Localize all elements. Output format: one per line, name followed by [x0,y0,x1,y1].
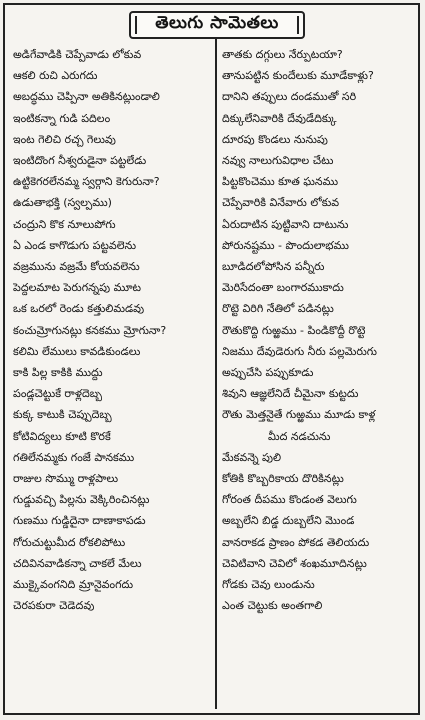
right-proverbs-column [222,44,416,616]
proverb-line: ఎంత చెట్టుకు అంతగాలి [222,599,323,613]
proverb-line: కాకి పిల్ల కాకికి ముద్దు [13,366,103,380]
proverb-line: అబద్ధము చెప్పినా అతికినట్లుండాలి [13,90,160,104]
proverb-line: గుణము గుడ్డిదైనా దాణాకాపడు [13,514,146,528]
proverb-line: రౌతుకొద్ది గుఱ్ఱము - పిండికొద్దీ రొట్టె [222,323,366,337]
proverb-line: చెప్పేవారికి వినేవారు లోకువ [222,196,340,210]
proverb-line: గతిలేనమ్మకు గంజే పానకము [13,450,135,464]
proverb-line: కోటివిద్యలు కూటి కొరకే [13,429,111,443]
proverb-line: మీద నడచును [268,429,331,443]
proverb-line: దానిని తప్పులు దండముతో సరి [222,90,357,104]
proverb-line: ఆకలి రుచి ఎరుగదు [13,69,98,83]
proverbs-page [3,3,420,715]
proverb-line: దిక్కులేనివారికి దేవుడేదిక్కు [222,111,337,125]
proverb-line: శివుని ఆజ్ఞలేనిదే చీమైనా కుట్టదు [222,387,359,401]
proverb-line: పెద్దలమాట పెరుగన్నపు మూట [13,281,142,295]
proverb-line: ఏరుదాటిన పుట్టివాని దాటును [222,217,349,231]
proverb-line: కంచుమ్రోగునట్లు కనకము మ్రోగునా? [13,323,167,337]
proverb-line: వజ్రమును వజ్రమే కోయవలెను [13,260,140,274]
proverb-line: దూరపు కొండలు నునుపు [222,132,328,146]
proverb-line: గోరుచుట్టుమీద రోకలిపోటు [13,535,126,549]
proverb-line: ఇంటికన్నా గుడి పదిలం [13,111,111,125]
proverb-line: రౌతు మెత్తనైతే గుఱ్ఱము మూడు కాళ్ల [222,408,376,422]
proverb-line: ఉట్టికెగరలేనమ్మ స్వర్గాని కెగురునా? [13,175,160,189]
proverb-line: అబ్బలేని బిడ్డ దుబ్బలేని మొండ [222,514,355,528]
proverb-line: వానరాకడ ప్రాణం పోకడ తెలియదు [222,535,370,549]
proverb-line: చదివినవాడికన్నా చాకలే మేలు [13,556,142,570]
proverb-line: రాజుల సొమ్ము రాళ్లపాలు [13,472,119,486]
column-divider [215,39,217,709]
proverb-line: చెవిటివాని చెవిలో శంఖమూదినట్లు [222,556,367,570]
proverb-line: అప్పుచేసి పప్పుకూడు [222,366,314,380]
proverb-line: తానుపట్టిన కుందేలుకు మూడేకాళ్లు? [222,69,374,83]
proverb-line: అడిగేవాడికి చెప్పేవాడు లోకువ [13,48,142,61]
proverb-line: ఒక ఒరలో రెండు కత్తులిమడవు [13,302,145,316]
proverb-line: గోరంత దీపము కొండంత వెలుగు [222,493,357,507]
proverb-line: బూడిదలోపోసిన పన్నీరు [222,260,325,274]
proverb-line: ఇంట గెలిచి రచ్చ గెలువు [13,132,116,146]
proverb-line: రొట్టె విరిగి నేతిలో పడినట్లు [222,302,334,316]
proverb-line: మేకవన్నె పులి [222,450,282,464]
proverb-line: కుక్క కాటుకి చెప్పుదెబ్బ [13,408,112,422]
proverb-line: నవ్వు నాలుగువిధాల చేటు [222,154,334,168]
proverb-line: గుడ్డువచ్చి పిల్లను వెక్కిరించినట్లు [13,493,150,507]
proverb-line: పిట్టకొంచెము కూత ఘనము [222,175,339,189]
proverb-line: ఉడుతాభక్తి (స్వల్పము) [13,196,112,210]
proverb-line: చెరపకురా చెడెదవు [13,599,95,613]
page-title: తెలుగు సామెతలు [155,13,279,33]
proverb-line: ఇంటిదొంగ నీశ్వరుడైనా పట్టలేడు [13,154,147,168]
proverb-line: కోతికి కొబ్బరికాయ దొరికినట్లు [222,472,344,486]
left-proverbs-column [13,44,211,616]
proverb-line: మెరిసేదంతా బంగారముకాదు [222,281,344,295]
proverb-line: చంద్రుని కొక నూలుపోగు [13,217,116,231]
proverb-line: ముక్కైవంగనిది మ్రానైవంగదు [13,578,134,592]
proverb-line: తాతకు దగ్గులు నేర్పుటయా? [222,48,343,61]
title-box [129,11,305,39]
proverb-line: నిజము దేవుడెరుగు నీరు పల్లమెరుగు [222,344,377,358]
proverb-line: కలిమి లేములు కావడికుండలు [13,344,141,358]
proverb-line: పండ్లచెట్టుకే రాళ్లదెబ్బ [13,387,103,401]
proverb-line: ఏ ఎండ కాగొడుగు పట్టవలెను [13,238,137,252]
proverb-line: పోరునష్టము - పొందులాభము [222,238,349,252]
proverb-line: గోడకు చెవు లుండును [222,578,315,592]
